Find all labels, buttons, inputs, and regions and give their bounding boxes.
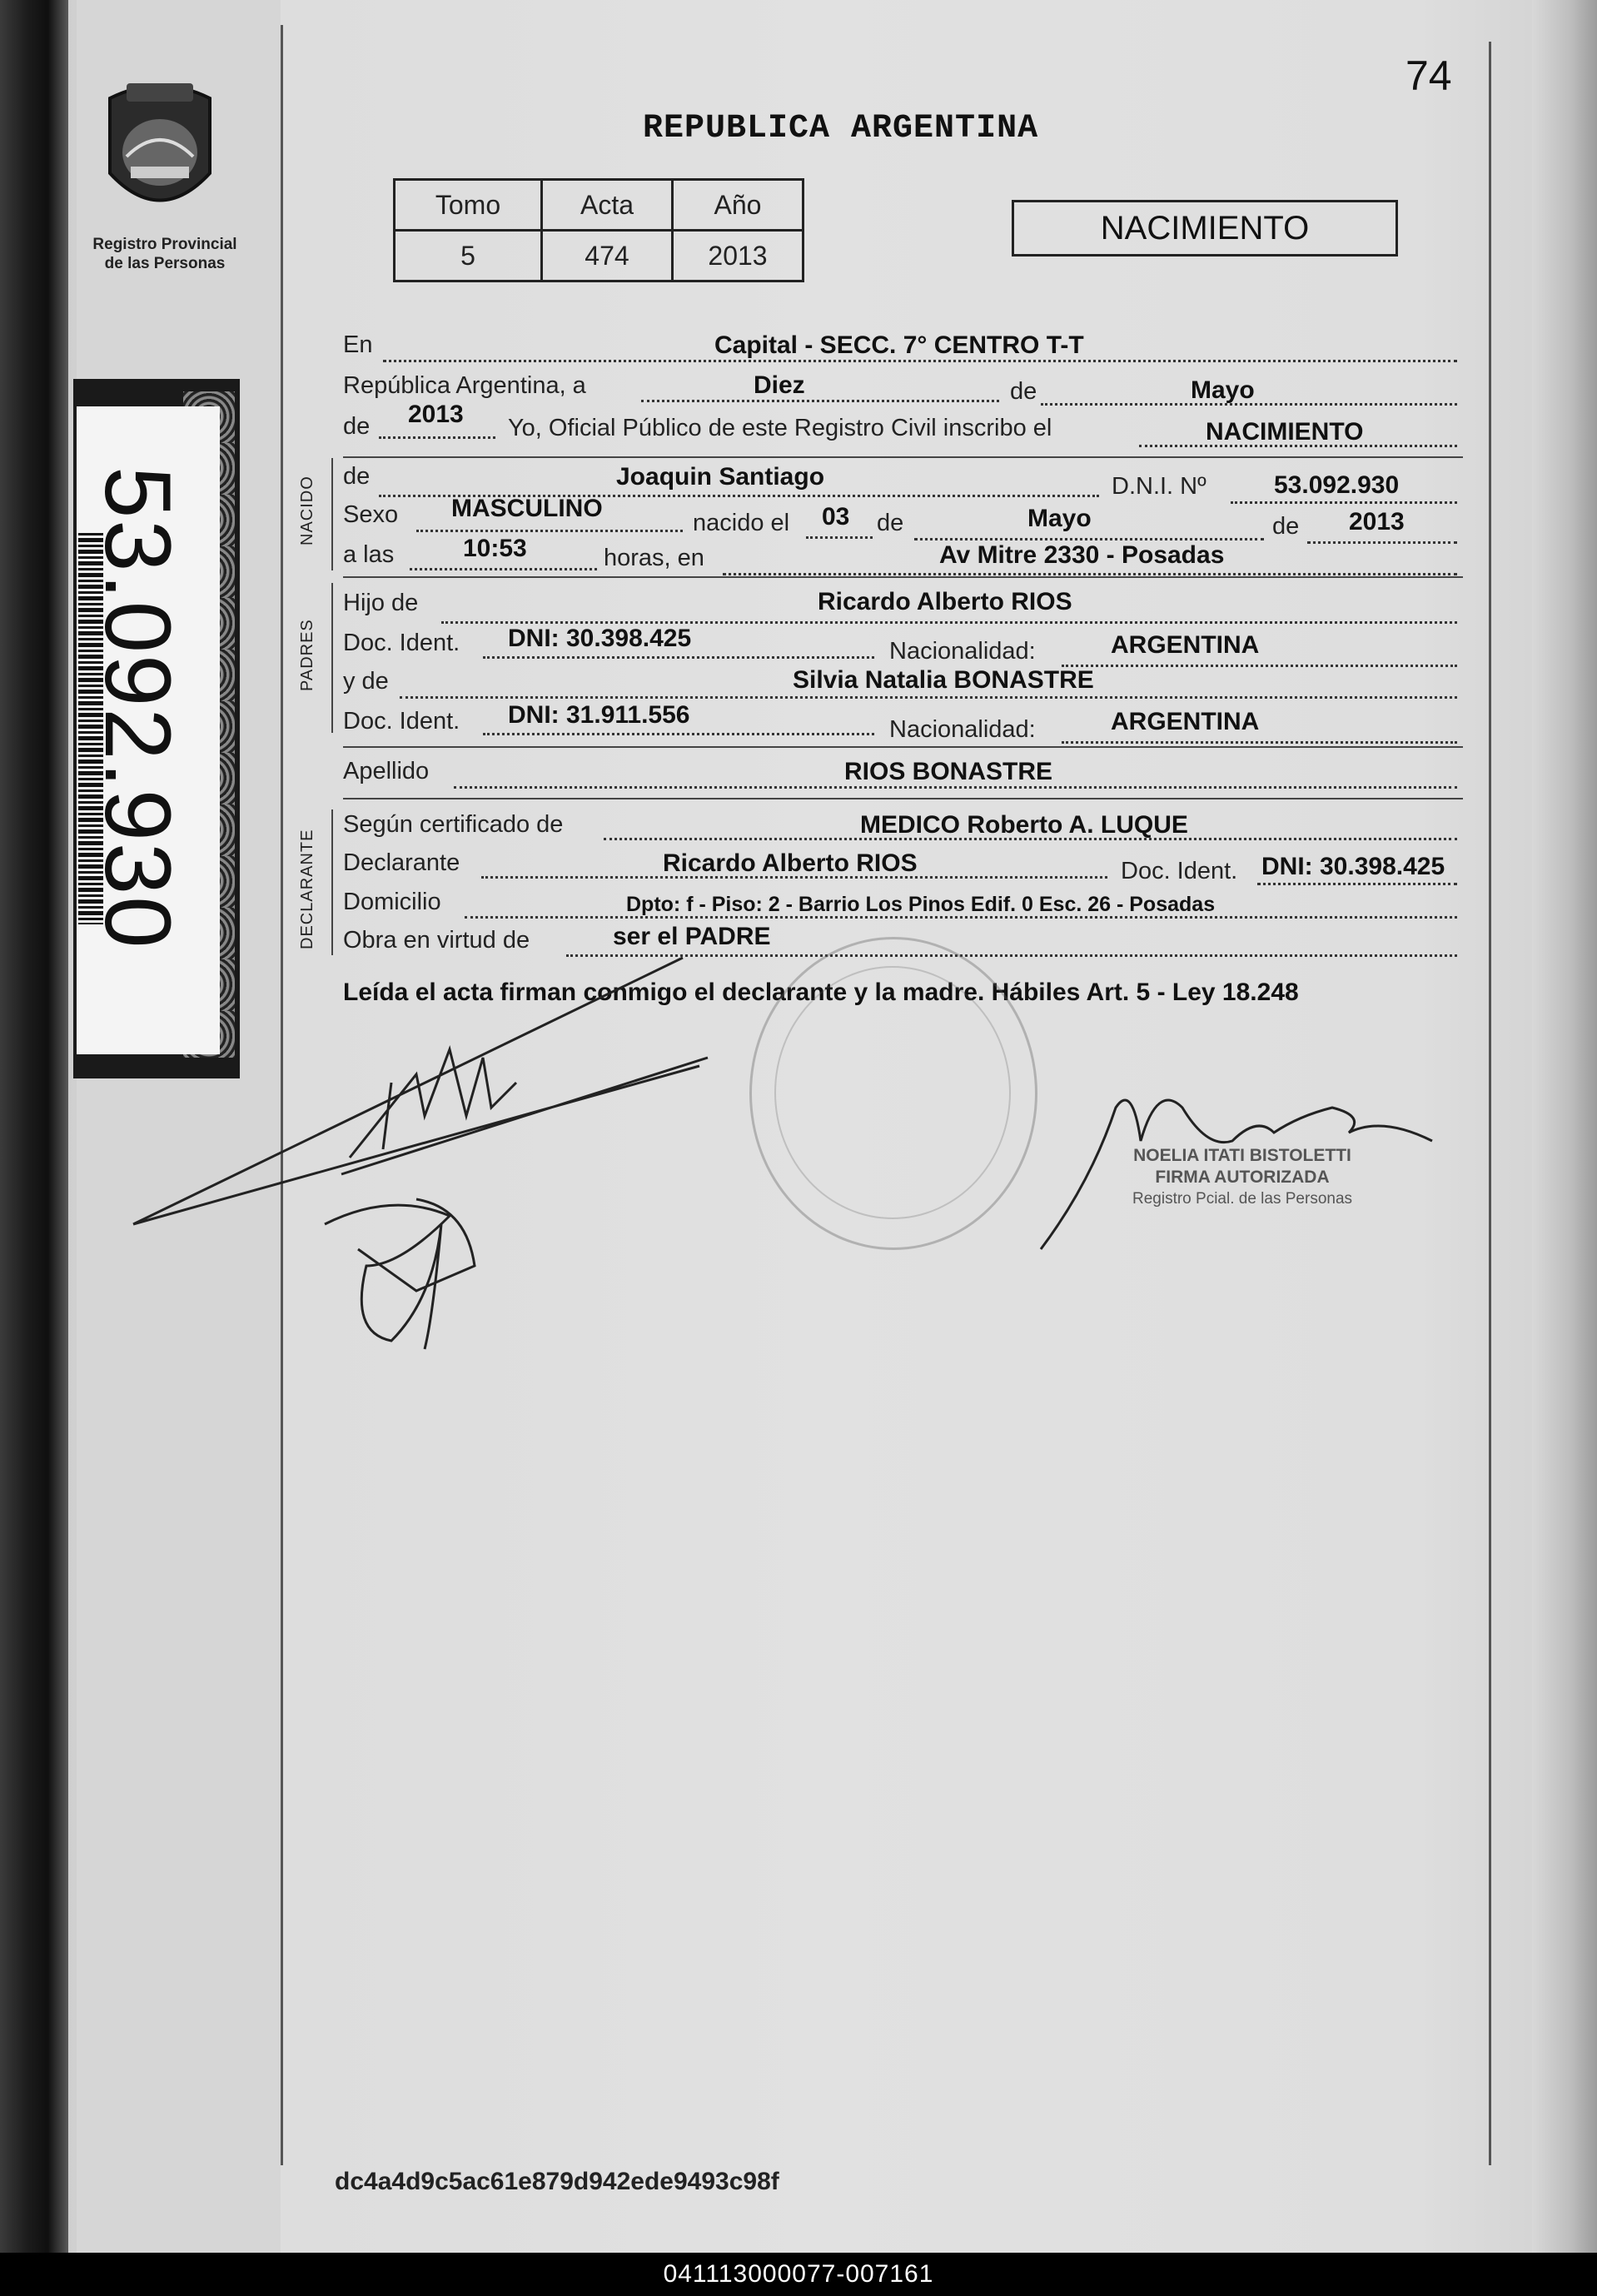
nacido-section-label: NACIDO: [298, 476, 316, 545]
table-cell-tomo: 5: [395, 231, 542, 281]
de2-label: de: [343, 413, 371, 440]
nacido-el-label: nacido el: [693, 510, 790, 536]
dni-value: 53.092.930: [1274, 471, 1400, 499]
madre-value: Silvia Natalia BONASTRE: [793, 666, 1094, 694]
republica-label: República Argentina, a: [343, 372, 586, 399]
firma-role: FIRMA AUTORIZADA: [1155, 1168, 1330, 1187]
footer-code: 041113000077-007161: [0, 2253, 1597, 2296]
en-label: En: [343, 331, 373, 358]
table-header-acta: Acta: [542, 180, 673, 231]
domicilio-label: Domicilio: [343, 889, 441, 915]
act-type-box: NACIMIENTO: [1012, 200, 1398, 256]
lugar-value: Capital - SECC. 7° CENTRO T-T: [714, 331, 1084, 359]
padre-doc-value: DNI: 30.398.425: [508, 625, 692, 652]
mes-value: Mayo: [1191, 376, 1255, 404]
certificado-value: MEDICO Roberto A. LUQUE: [860, 811, 1188, 839]
obra-value: ser el PADRE: [613, 923, 771, 950]
nacido-de2-label: de: [877, 510, 904, 536]
certificado-label: Según certificado de: [343, 811, 564, 838]
document-hash: dc4a4d9c5ac61e879d942ede9493c98f: [335, 2168, 779, 2195]
table-cell-anio: 2013: [673, 231, 803, 281]
obra-label: Obra en virtud de: [343, 927, 530, 954]
apellido-label: Apellido: [343, 758, 430, 784]
declarante-doc-label: Doc. Ident.: [1121, 858, 1238, 884]
declarante-doc-value: DNI: 30.398.425: [1261, 853, 1445, 880]
page-number: 74: [1405, 52, 1452, 99]
declarante-label: Declarante: [343, 849, 460, 876]
table-cell-acta: 474: [542, 231, 673, 281]
madre-nac-value: ARGENTINA: [1111, 708, 1260, 735]
hijo-de-label: Hijo de: [343, 590, 419, 616]
table-header-tomo: Tomo: [395, 180, 542, 231]
padre-nac-label: Nacionalidad:: [889, 638, 1036, 665]
apellido-value: RIOS BONASTRE: [844, 758, 1053, 785]
madre-doc-value: DNI: 31.911.556: [508, 701, 690, 729]
firma-org: Registro Pcial. de las Personas: [1132, 1190, 1353, 1208]
hora-value: 10:53: [463, 535, 527, 562]
dia-value: Diez: [754, 371, 805, 399]
oficial-label: Yo, Oficial Público de este Registro Civil inscribo el: [508, 415, 1052, 441]
firma-name: NOELIA ITATI BISTOLETTI: [1133, 1146, 1351, 1165]
padre-nac-value: ARGENTINA: [1111, 631, 1260, 659]
madre-doc-label: Doc. Ident.: [343, 708, 460, 735]
sexo-label: Sexo: [343, 501, 399, 528]
inscripcion-value: NACIMIENTO: [1206, 418, 1364, 446]
madre-nac-label: Nacionalidad:: [889, 716, 1036, 743]
sexo-value: MASCULINO: [451, 495, 603, 522]
nombre-value: Joaquin Santiago: [616, 463, 825, 491]
a-las-label: a las: [343, 541, 395, 568]
registro-provincial-label: Registro Provincial de las Personas: [92, 236, 237, 272]
padres-section-label: PADRES: [298, 619, 316, 691]
table-header-anio: Año: [673, 180, 803, 231]
nacido-de-label: de: [343, 463, 371, 490]
nacido-mes-value: Mayo: [1027, 505, 1092, 532]
padre-value: Ricardo Alberto RIOS: [818, 588, 1072, 615]
nacido-de3-label: de: [1272, 513, 1300, 540]
barcode-number: 53.092.930: [86, 466, 190, 950]
page-title: REPUBLICA ARGENTINA: [643, 110, 1039, 147]
nacido-lugar-value: Av Mitre 2330 - Posadas: [939, 541, 1225, 569]
nacido-anio-value: 2013: [1349, 508, 1405, 535]
y-de-label: y de: [343, 668, 389, 695]
de-label: de: [1010, 378, 1037, 405]
anio-value: 2013: [408, 401, 464, 428]
declarante-section-label: DECLARANTE: [298, 829, 316, 949]
closing-statement: Leída el acta firman conmigo el declarante y la madre. Hábiles Art. 5 - Ley 18.248: [343, 979, 1299, 1006]
nacido-dia-value: 03: [822, 503, 850, 530]
padre-doc-label: Doc. Ident.: [343, 630, 460, 656]
horas-label: horas, en: [604, 545, 704, 571]
dni-label: D.N.I. Nº: [1112, 473, 1206, 500]
declarante-value: Ricardo Alberto RIOS: [663, 849, 918, 877]
domicilio-value: Dpto: f - Piso: 2 - Barrio Los Pinos Edif. 0 Esc. 26 - Posadas: [626, 893, 1216, 916]
